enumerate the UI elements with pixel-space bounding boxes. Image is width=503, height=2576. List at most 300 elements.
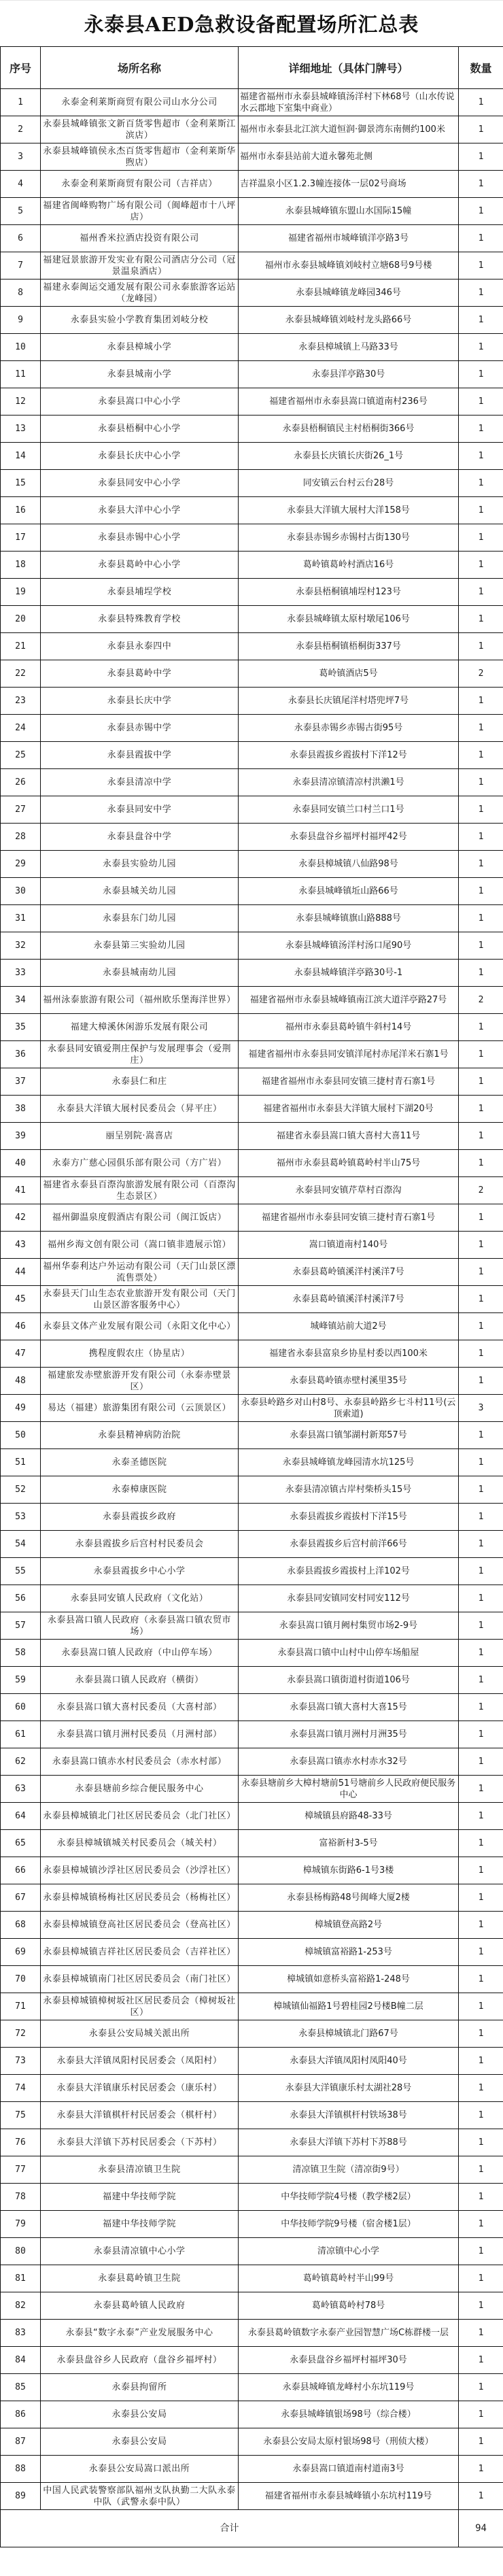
row-index: 21 <box>1 633 41 660</box>
venue-address: 永泰县梧桐镇梧桐街337号 <box>239 633 459 660</box>
row-index: 14 <box>1 443 41 470</box>
venue-name: 永泰县樟城镇樟树坂社区居民委员会（樟树坂社区） <box>41 1993 239 2020</box>
row-index: 65 <box>1 1830 41 1857</box>
venue-address: 永泰县樟城镇北门路67号 <box>239 2020 459 2048</box>
row-index: 47 <box>1 1340 41 1368</box>
venue-name: 永泰方广慈心园俱乐部有限公司（方广岩） <box>41 1150 239 1177</box>
table-row <box>1 1259 503 1286</box>
venue-name: 易达（福建）旅游集团有限公司（云顶景区） <box>41 1395 239 1422</box>
venue-address: 永泰县公安局太原村银场98号（刑侦大楼） <box>239 2428 459 2456</box>
venue-address: 福建省福州市永泰县同安镇三捷村青石寨1号 <box>239 1068 459 1096</box>
aed-quantity: 1 <box>459 307 503 334</box>
venue-address: 永泰县清凉镇清凉村洪濑1号 <box>239 769 459 796</box>
aed-quantity: 1 <box>459 1748 503 1776</box>
table-row <box>1 1857 503 1884</box>
venue-name: 永泰县精神病防治院 <box>41 1422 239 1449</box>
aed-quantity: 1 <box>459 932 503 960</box>
venue-address: 永泰县大洋镇棋杆村铁场38号 <box>239 2102 459 2129</box>
table-row <box>1 2292 503 2320</box>
table-row <box>1 388 503 416</box>
table-row <box>1 1803 503 1830</box>
aed-quantity: 1 <box>459 1014 503 1041</box>
venue-name: 永泰县嵩口镇人民政府（永泰县嵩口镇农贸市场） <box>41 1612 239 1640</box>
table-row <box>1 2211 503 2238</box>
venue-address: 福建省福州市永泰县城峰镇南江滨大道洋亭路27号 <box>239 987 459 1014</box>
aed-quantity: 1 <box>459 1504 503 1531</box>
venue-address: 永泰县城峰镇龙峰园清水坑125号 <box>239 1449 459 1476</box>
venue-name: 永泰县樟城小学 <box>41 334 239 361</box>
table-row <box>1 2156 503 2184</box>
venue-name: 永泰县赤锡中心小学 <box>41 524 239 552</box>
row-index: 66 <box>1 1857 41 1884</box>
aed-quantity: 1 <box>459 1068 503 1096</box>
table-row <box>1 252 503 279</box>
aed-quantity: 2 <box>459 987 503 1014</box>
row-index: 33 <box>1 960 41 987</box>
venue-name: 永泰县东门幼儿园 <box>41 905 239 932</box>
aed-quantity: 1 <box>459 1449 503 1476</box>
venue-address: 永泰县大洋镇康乐村太湖社28号 <box>239 2075 459 2102</box>
aed-quantity: 1 <box>459 1123 503 1150</box>
aed-quantity: 1 <box>459 279 503 307</box>
venue-name: 永泰县第三实验幼儿园 <box>41 932 239 960</box>
table-row <box>1 143 503 171</box>
row-index: 86 <box>1 2401 41 2428</box>
table-row <box>1 2238 503 2265</box>
venue-name: 永泰县“数字永泰”产业发展服务中心 <box>41 2320 239 2347</box>
table-row <box>1 1721 503 1748</box>
row-index: 36 <box>1 1041 41 1068</box>
venue-address: 福州市永泰县站前大道永馨苑北侧 <box>239 143 459 171</box>
row-index: 15 <box>1 470 41 497</box>
venue-address: 富裕新村3-5号 <box>239 1830 459 1857</box>
aed-quantity: 1 <box>459 443 503 470</box>
venue-name: 永泰县嵩口中心小学 <box>41 388 239 416</box>
table-row <box>1 1531 503 1558</box>
row-index: 48 <box>1 1368 41 1395</box>
table-row <box>1 1150 503 1177</box>
table-row <box>1 2184 503 2211</box>
row-index: 16 <box>1 497 41 524</box>
venue-name: 永泰县葛岭中学 <box>41 660 239 688</box>
venue-address: 吉祥温泉小区1.2.3幢连接体一层02号商场 <box>239 171 459 198</box>
aed-quantity: 1 <box>459 1422 503 1449</box>
page-title: 永泰县AED急救设备配置场所汇总表 <box>0 0 503 46</box>
aed-quantity: 1 <box>459 1912 503 1939</box>
venue-address: 葛岭镇酒店5号 <box>239 660 459 688</box>
venue-address: 永泰县嵩口镇道南村道南3号 <box>239 2456 459 2483</box>
column-header-index: 序号 <box>1 47 41 89</box>
table-row <box>1 1585 503 1612</box>
venue-name: 永泰县霞拔乡政府 <box>41 1504 239 1531</box>
venue-address: 福州市永泰县葛岭镇葛岭村半山75号 <box>239 1150 459 1177</box>
row-index: 71 <box>1 1993 41 2020</box>
row-index: 10 <box>1 334 41 361</box>
venue-address: 福州市永泰县城峰镇刘岐村立塘68号9号楼 <box>239 252 459 279</box>
venue-name: 永泰县长庆中心小学 <box>41 443 239 470</box>
row-index: 73 <box>1 2048 41 2075</box>
aed-quantity: 1 <box>459 2292 503 2320</box>
row-index: 74 <box>1 2075 41 2102</box>
venue-name: 永泰县樟城镇城关村民委员会（城关村） <box>41 1830 239 1857</box>
aed-quantity: 1 <box>459 2483 503 2510</box>
row-index: 44 <box>1 1259 41 1286</box>
venue-address: 福建省福州市永泰县大洋镇大展村下湖20号 <box>239 1096 459 1123</box>
table-row <box>1 416 503 443</box>
table-row <box>1 524 503 552</box>
table-row <box>1 1504 503 1531</box>
venue-address: 永泰县梧桐镇埔埕村123号 <box>239 579 459 606</box>
venue-name: 永泰县城峰镇侯永杰百货零售超市（金利莱斯华煦店） <box>41 143 239 171</box>
aed-quantity: 1 <box>459 2347 503 2374</box>
row-index: 59 <box>1 1667 41 1694</box>
row-index: 89 <box>1 2483 41 2510</box>
venue-address: 永泰县大洋镇下苏村下苏88号 <box>239 2129 459 2156</box>
row-index: 41 <box>1 1177 41 1204</box>
table-row <box>1 878 503 905</box>
aed-quantity: 1 <box>459 198 503 225</box>
venue-name: 永泰县特殊教育学校 <box>41 606 239 633</box>
table-row <box>1 2483 503 2510</box>
table-body <box>1 89 503 2510</box>
table-row <box>1 1123 503 1150</box>
table-row <box>1 1694 503 1721</box>
aed-quantity: 1 <box>459 1694 503 1721</box>
venue-address: 福建省福州市永泰县同安镇三捷村青石寨1号 <box>239 1204 459 1232</box>
table-row <box>1 1422 503 1449</box>
venue-name: 永泰县同安镇人民政府（文化站） <box>41 1585 239 1612</box>
aed-quantity: 1 <box>459 2456 503 2483</box>
venue-name: 永泰县实验小学教育集团刘岐分校 <box>41 307 239 334</box>
venue-address: 永泰县嵩口镇月洲村月洲35号 <box>239 1721 459 1748</box>
venue-name: 永泰县天门山生态农业旅游开发有限公司（天门山景区游客服务中心） <box>41 1286 239 1313</box>
venue-address: 樟城镇县府路48-33号 <box>239 1803 459 1830</box>
row-index: 72 <box>1 2020 41 2048</box>
aed-quantity: 1 <box>459 416 503 443</box>
venue-address: 福州市永泰县葛岭镇牛斜村14号 <box>239 1014 459 1041</box>
venue-address: 福建省福州市永泰县同安镇洋尾村赤尾洋米石寨1号 <box>239 1041 459 1068</box>
venue-address: 永泰县霞拔乡霞拔村下洋12号 <box>239 742 459 769</box>
venue-address: 永泰县杨梅路48号闽峰大厦2楼 <box>239 1884 459 1912</box>
venue-address: 永泰县赤锡乡赤锡古街95号 <box>239 715 459 742</box>
row-index: 17 <box>1 524 41 552</box>
venue-name: 福州香米拉酒店投资有限公司 <box>41 225 239 252</box>
table-row <box>1 1395 503 1422</box>
table-row <box>1 1204 503 1232</box>
table-row <box>1 2401 503 2428</box>
venue-name: 永泰县清凉中学 <box>41 769 239 796</box>
aed-quantity: 2 <box>459 660 503 688</box>
aed-quantity: 1 <box>459 1667 503 1694</box>
row-index: 45 <box>1 1286 41 1313</box>
venue-name: 永泰县长庆中学 <box>41 688 239 715</box>
row-index: 19 <box>1 579 41 606</box>
row-index: 1 <box>1 89 41 116</box>
row-index: 52 <box>1 1476 41 1504</box>
row-index: 69 <box>1 1939 41 1966</box>
venue-address: 永泰县城峰镇龙峰村小东坑119号 <box>239 2374 459 2401</box>
table-row <box>1 1830 503 1857</box>
aed-quantity: 1 <box>459 1585 503 1612</box>
venue-address: 樟城镇登高路2号 <box>239 1912 459 1939</box>
table-row <box>1 361 503 388</box>
row-index: 6 <box>1 225 41 252</box>
table-row <box>1 2374 503 2401</box>
aed-quantity: 1 <box>459 2401 503 2428</box>
venue-name: 永泰县城峰镇张文新百货零售超市（金利莱斯江滨店） <box>41 116 239 143</box>
row-index: 32 <box>1 932 41 960</box>
aed-quantity: 1 <box>459 742 503 769</box>
total-quantity: 94 <box>459 2510 503 2547</box>
venue-name: 永泰县仁和庄 <box>41 1068 239 1096</box>
aed-quantity: 1 <box>459 1313 503 1340</box>
venue-name: 永泰县同安中学 <box>41 796 239 824</box>
venue-name: 永泰县葛岭镇人民政府 <box>41 2292 239 2320</box>
venue-address: 樟城镇仙福路1号碧桂园2号楼B幢二层 <box>239 1993 459 2020</box>
table-row <box>1 715 503 742</box>
aed-quantity: 1 <box>459 1204 503 1232</box>
total-row <box>1 2510 503 2547</box>
venue-address: 福建省福州市永泰县城峰镇小东坑村119号 <box>239 2483 459 2510</box>
venue-address: 永泰县梧桐镇民主村梧桐街366号 <box>239 416 459 443</box>
row-index: 81 <box>1 2265 41 2292</box>
table-row <box>1 688 503 715</box>
table-row <box>1 660 503 688</box>
table-row <box>1 1884 503 1912</box>
row-index: 40 <box>1 1150 41 1177</box>
table-row <box>1 171 503 198</box>
venue-name: 永泰县大洋中心小学 <box>41 497 239 524</box>
row-index: 55 <box>1 1558 41 1585</box>
venue-address: 永泰县赤锡乡赤锡村古街130号 <box>239 524 459 552</box>
row-index: 43 <box>1 1232 41 1259</box>
venue-address: 永泰县城峰镇龙峰园346号 <box>239 279 459 307</box>
venue-address: 葛岭镇葛岭村酒店16号 <box>239 552 459 579</box>
row-index: 11 <box>1 361 41 388</box>
table-row <box>1 1640 503 1667</box>
aed-quantity: 1 <box>459 171 503 198</box>
aed-quantity: 1 <box>459 1531 503 1558</box>
table-row <box>1 89 503 116</box>
venue-name: 福建中华技师学院 <box>41 2184 239 2211</box>
row-index: 76 <box>1 2129 41 2156</box>
aed-quantity: 1 <box>459 688 503 715</box>
row-index: 87 <box>1 2428 41 2456</box>
row-index: 62 <box>1 1748 41 1776</box>
aed-quantity: 1 <box>459 1558 503 1585</box>
aed-quantity: 1 <box>459 225 503 252</box>
table-row <box>1 2020 503 2048</box>
venue-name: 中国人民武装警察部队福州支队执勤二大队永泰中队（武警永泰中队） <box>41 2483 239 2510</box>
table-row <box>1 1177 503 1204</box>
venue-name: 永泰金利莱斯商贸有限公司山水分公司 <box>41 89 239 116</box>
venue-address: 永泰县嵩口镇邹湖村新郑57号 <box>239 1422 459 1449</box>
venue-address: 永泰县葛岭镇数字永泰产业园智慧广场C栋群楼一层 <box>239 2320 459 2347</box>
column-header-quantity: 数量 <box>459 47 503 89</box>
row-index: 22 <box>1 660 41 688</box>
row-index: 28 <box>1 824 41 851</box>
venue-name: 永泰樟康医院 <box>41 1476 239 1504</box>
venue-address: 中华技师学院9号楼（宿舍楼1层） <box>239 2211 459 2238</box>
venue-name: 永泰县樟城镇登高社区居民委员会（登高社区） <box>41 1912 239 1939</box>
table-row <box>1 1449 503 1476</box>
row-index: 18 <box>1 552 41 579</box>
table-row <box>1 1096 503 1123</box>
table-row <box>1 334 503 361</box>
venue-name: 永泰县嵩口镇人民政府（中山停车场） <box>41 1640 239 1667</box>
row-index: 68 <box>1 1912 41 1939</box>
aed-quantity: 1 <box>459 334 503 361</box>
table-row <box>1 225 503 252</box>
aed-quantity: 1 <box>459 552 503 579</box>
table-row <box>1 279 503 307</box>
aed-quantity: 1 <box>459 1340 503 1368</box>
venue-name: 福建冠景旅游开发实业有限公司酒店分公司（冠景温泉酒店） <box>41 252 239 279</box>
aed-quantity: 1 <box>459 497 503 524</box>
row-index: 7 <box>1 252 41 279</box>
row-index: 70 <box>1 1966 41 1993</box>
row-index: 56 <box>1 1585 41 1612</box>
venue-name: 永泰县嵩口镇赤水村民委员会（赤水村部） <box>41 1748 239 1776</box>
venue-name: 福建大樟溪休闲游乐发展有限公司 <box>41 1014 239 1041</box>
table-row <box>1 1912 503 1939</box>
table-row <box>1 2129 503 2156</box>
table-header-row <box>1 47 503 89</box>
venue-name: 永泰县葛岭镇卫生院 <box>41 2265 239 2292</box>
venue-name: 永泰县拘留所 <box>41 2374 239 2401</box>
aed-quantity: 1 <box>459 1776 503 1803</box>
row-index: 25 <box>1 742 41 769</box>
venue-address: 永泰县清凉镇古岸村柴桥头15号 <box>239 1476 459 1504</box>
row-index: 23 <box>1 688 41 715</box>
aed-quantity: 1 <box>459 1993 503 2020</box>
venue-address: 清凉镇卫生院（清凉街9号） <box>239 2156 459 2184</box>
row-index: 54 <box>1 1531 41 1558</box>
venue-name: 永泰县公安局 <box>41 2428 239 2456</box>
table-row <box>1 1776 503 1803</box>
table-row <box>1 470 503 497</box>
venue-address: 永泰县盘谷乡福坪村福坪30号 <box>239 2347 459 2374</box>
row-index: 83 <box>1 2320 41 2347</box>
venue-name: 福建永泰闽运交通发展有限公司永泰旅游客运站（龙峰园） <box>41 279 239 307</box>
aed-quantity: 1 <box>459 960 503 987</box>
venue-address: 永泰县大洋镇凤阳村凤阳40号 <box>239 2048 459 2075</box>
venue-address: 永泰县同安镇芹草村百漈沟 <box>239 1177 459 1204</box>
row-index: 51 <box>1 1449 41 1476</box>
aed-quantity: 1 <box>459 2020 503 2048</box>
aed-quantity: 1 <box>459 1041 503 1068</box>
aed-quantity: 1 <box>459 1096 503 1123</box>
row-index: 50 <box>1 1422 41 1449</box>
column-header-name: 场所名称 <box>41 47 239 89</box>
venue-name: 永泰县城南小学 <box>41 361 239 388</box>
venue-name: 福建中华技师学院 <box>41 2211 239 2238</box>
row-index: 38 <box>1 1096 41 1123</box>
venue-name: 永泰县大洋镇大展村民委员会（昇平庄） <box>41 1096 239 1123</box>
row-index: 26 <box>1 769 41 796</box>
row-index: 57 <box>1 1612 41 1640</box>
venue-address: 永泰县嵩口镇大喜村大喜15号 <box>239 1694 459 1721</box>
venue-name: 福建旅发赤壁旅游开发有限公司（永泰赤壁景区） <box>41 1368 239 1395</box>
row-index: 27 <box>1 796 41 824</box>
column-header-address: 详细地址（具体门牌号） <box>239 47 459 89</box>
venue-address: 永泰县嵩口镇中山村中山停车场船屋 <box>239 1640 459 1667</box>
row-index: 9 <box>1 307 41 334</box>
venue-address: 永泰县葛岭镇赤壁村溪里35号 <box>239 1368 459 1395</box>
aed-quantity: 1 <box>459 2184 503 2211</box>
table-row <box>1 1041 503 1068</box>
aed-quantity: 1 <box>459 1721 503 1748</box>
row-index: 58 <box>1 1640 41 1667</box>
row-index: 39 <box>1 1123 41 1150</box>
table-row <box>1 198 503 225</box>
row-index: 24 <box>1 715 41 742</box>
venue-name: 永泰县樟城镇吉祥社区居民委员会（吉祥社区） <box>41 1939 239 1966</box>
venue-name: 永泰县嵩口镇月洲村民委员（月洲村部） <box>41 1721 239 1748</box>
venue-name: 永泰县盘谷乡人民政府（盘谷乡福坪村） <box>41 2347 239 2374</box>
row-index: 78 <box>1 2184 41 2211</box>
venue-address: 樟城镇如意桥头富裕路1-248号 <box>239 1966 459 1993</box>
table-row <box>1 1667 503 1694</box>
aed-quantity: 1 <box>459 1232 503 1259</box>
table-row <box>1 2102 503 2129</box>
row-index: 64 <box>1 1803 41 1830</box>
aed-quantity: 1 <box>459 1286 503 1313</box>
table-row <box>1 2428 503 2456</box>
total-label: 合计 <box>1 2510 459 2547</box>
venue-name: 永泰县永泰四中 <box>41 633 239 660</box>
aed-quantity: 1 <box>459 796 503 824</box>
venue-address: 永泰县同安镇兰口村兰口1号 <box>239 796 459 824</box>
table-row <box>1 2265 503 2292</box>
row-index: 5 <box>1 198 41 225</box>
venue-address: 永泰县嵩口镇月阙村集贸市场2-9号 <box>239 1612 459 1640</box>
aed-quantity: 1 <box>459 2156 503 2184</box>
table-row <box>1 796 503 824</box>
table-row <box>1 116 503 143</box>
table-row <box>1 1014 503 1041</box>
table-row <box>1 1612 503 1640</box>
venue-address: 嵩口镇道南村140号 <box>239 1232 459 1259</box>
row-index: 88 <box>1 2456 41 2483</box>
aed-quantity: 1 <box>459 1966 503 1993</box>
table-row <box>1 2048 503 2075</box>
row-index: 61 <box>1 1721 41 1748</box>
venue-name: 永泰县文体产业发展有限公司（永阳文化中心） <box>41 1313 239 1340</box>
venue-address: 福州市永泰县北江滨大道恒润·御景湾东南侧约100米 <box>239 116 459 143</box>
row-index: 13 <box>1 416 41 443</box>
row-index: 12 <box>1 388 41 416</box>
aed-quantity: 1 <box>459 851 503 878</box>
venue-address: 永泰县塘前乡大樟村塘前51号塘前乡人民政府便民服务中心 <box>239 1776 459 1803</box>
venue-address: 樟城镇富裕路1-253号 <box>239 1939 459 1966</box>
venue-address: 樟城镇东街路6-1号3楼 <box>239 1857 459 1884</box>
venue-name: 永泰县嵩口镇大喜村民委员（大喜村部） <box>41 1694 239 1721</box>
venue-address: 永泰县城峰镇刘岐村龙头路66号 <box>239 307 459 334</box>
table-row <box>1 2320 503 2347</box>
venue-name: 永泰县樟城镇北门社区居民委员会（北门社区） <box>41 1803 239 1830</box>
venue-address: 永泰县城峰镇东盟山水国际15幢 <box>239 198 459 225</box>
venue-name: 永泰县樟城镇南门社区居民委员会（南门社区） <box>41 1966 239 1993</box>
row-index: 84 <box>1 2347 41 2374</box>
venue-name: 永泰县清凉镇中心小学 <box>41 2238 239 2265</box>
venue-name: 永泰县大洋镇凤阳村民居委会（凤阳村） <box>41 2048 239 2075</box>
venue-address: 福建省福州市永泰县嵩口镇道南村236号 <box>239 388 459 416</box>
venue-address: 清凉镇中心小学 <box>239 2238 459 2265</box>
aed-quantity: 1 <box>459 116 503 143</box>
table-row <box>1 2456 503 2483</box>
aed-quantity: 1 <box>459 143 503 171</box>
